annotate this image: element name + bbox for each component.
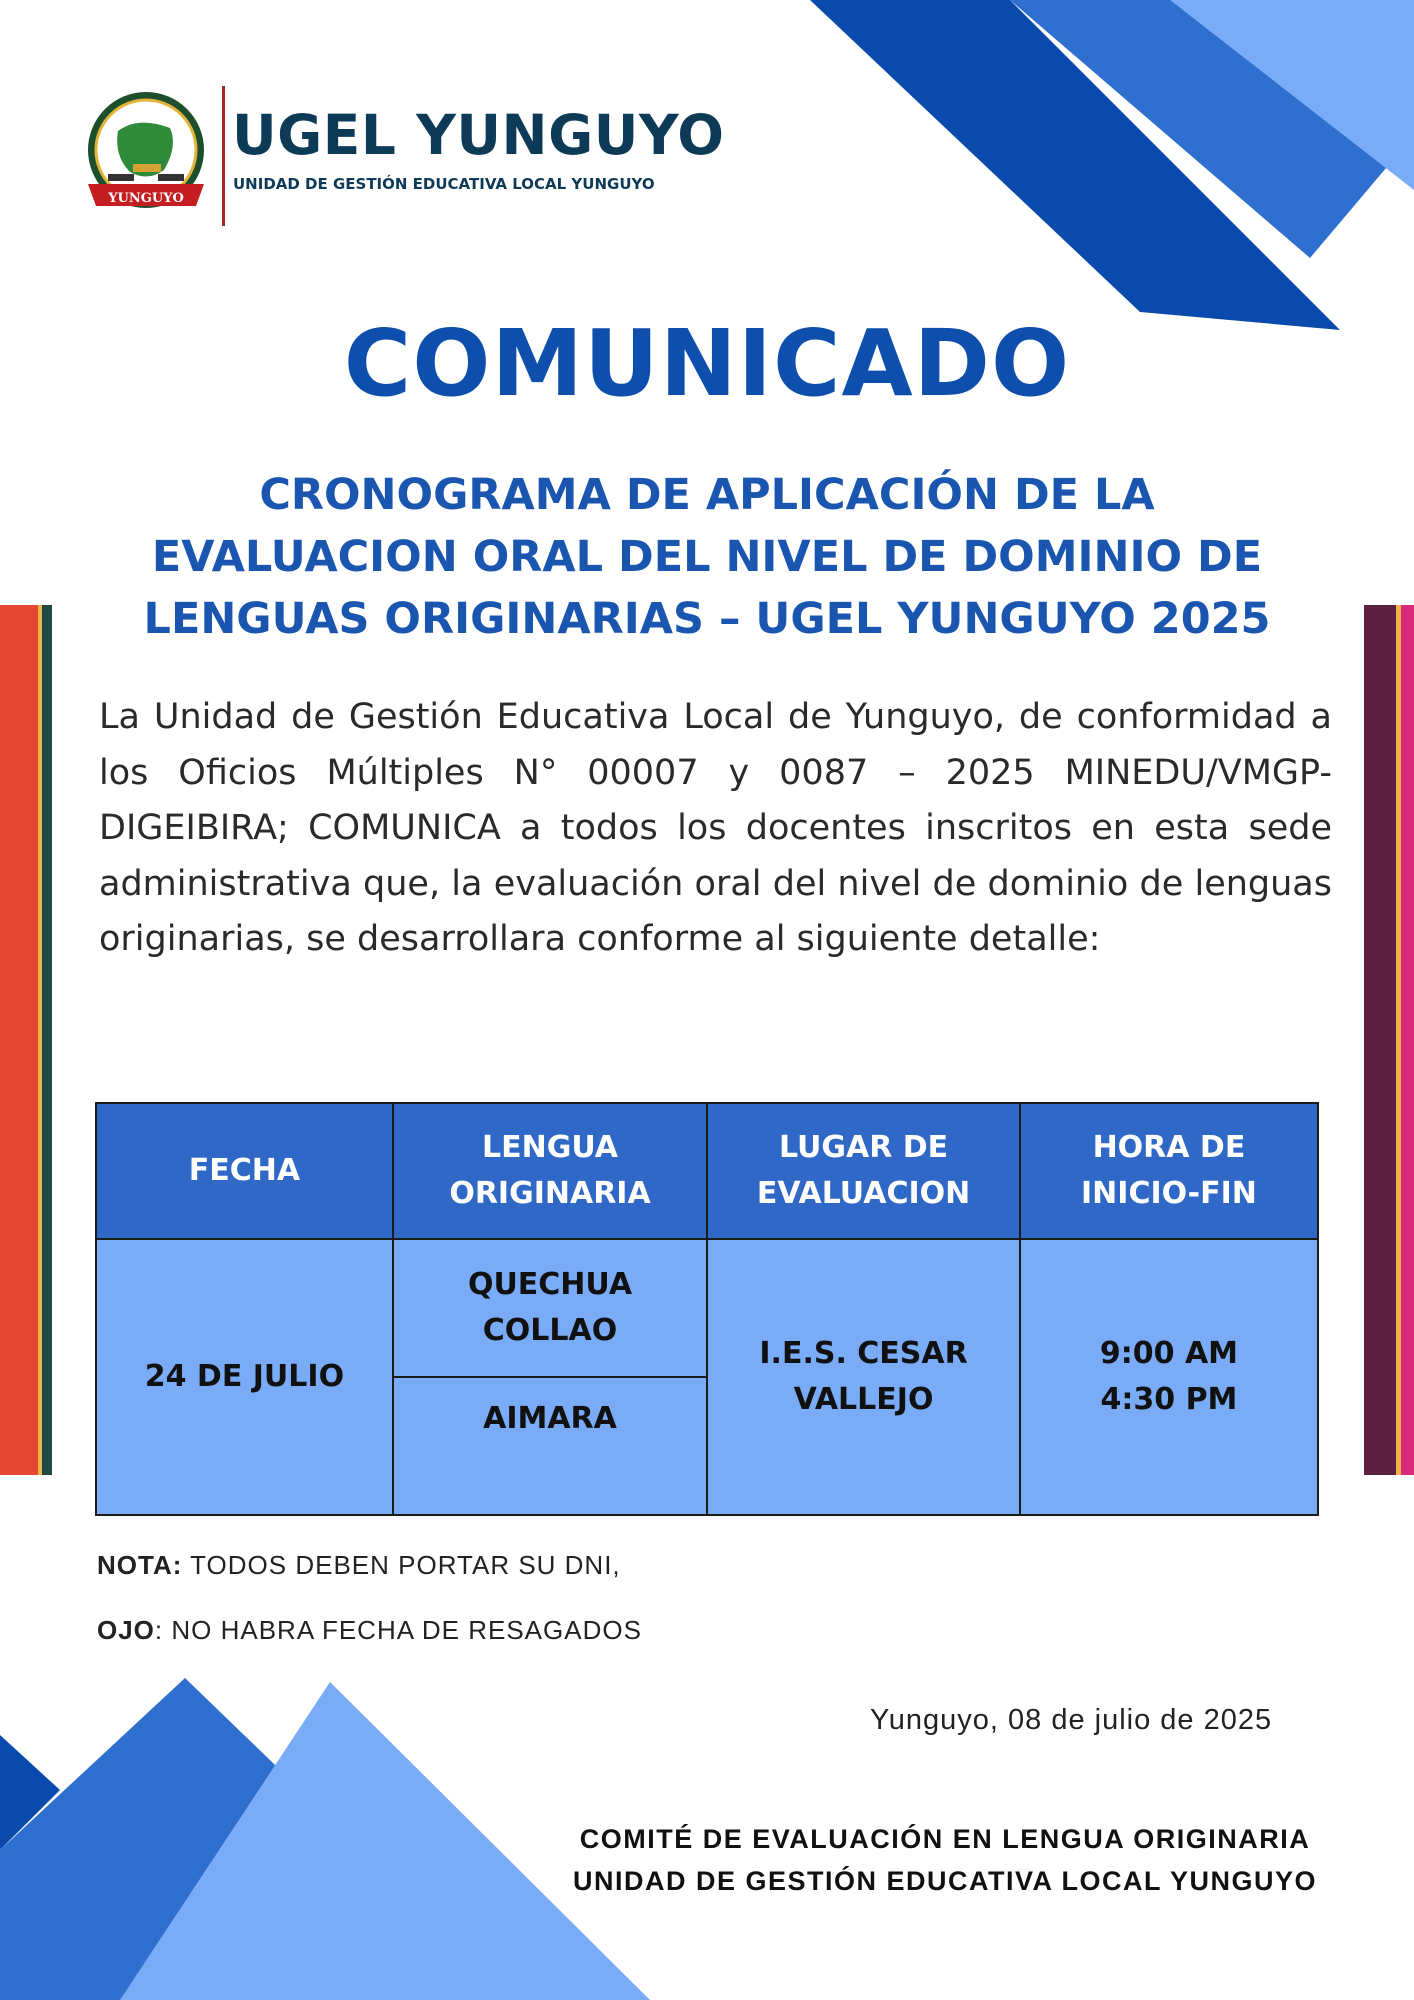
- cell-lugar: I.E.S. CESAR VALLEJO: [707, 1239, 1020, 1515]
- note-text: : NO HABRA FECHA DE RESAGADOS: [154, 1615, 642, 1645]
- left-stripe-red: [0, 605, 38, 1475]
- dateline: Yunguyo, 08 de julio de 2025: [870, 1704, 1273, 1736]
- cell-hora: [1020, 1239, 1318, 1515]
- ugel-seal-logo: [78, 86, 228, 226]
- header-lugar: LUGAR DE EVALUACION: [707, 1103, 1020, 1239]
- signature-block: [530, 1818, 1360, 1902]
- right-stripe-gold: [1396, 605, 1401, 1475]
- body-paragraph: La Unidad de Gestión Educativa Local de Yunguyo, de conformidad a los Oficios Múltiples N° 00007 y 0087 – 2025 MINEDU/VMGP-DIGEIBIRA; COMUNICA a todos los docentes inscritos en esta sede administrativa que, la evaluación oral del nivel de dominio de lenguas originarias, se desarrollara conforme al siguiente detalle:: [99, 697, 1332, 959]
- subtitle-line: CRONOGRAMA DE APLICACIÓN DE LA: [259, 470, 1155, 520]
- right-stripe-maroon: [1364, 605, 1396, 1475]
- subtitle-line: LENGUAS ORIGINARIAS – UGEL YUNGUYO 2025: [143, 594, 1271, 644]
- subtitle-line: EVALUACION ORAL DEL NIVEL DE DOMINIO DE: [151, 532, 1263, 582]
- signature-line: UNIDAD DE GESTIÓN EDUCATIVA LOCAL YUNGUYO: [572, 1866, 1318, 1896]
- note-resagados: [97, 1615, 642, 1646]
- table-row: [96, 1239, 1318, 1377]
- brand-subtitle: UNIDAD DE GESTIÓN EDUCATIVA LOCAL YUNGUYO: [233, 175, 655, 193]
- left-stripe-green: [42, 605, 52, 1475]
- cell-fecha: 24 DE JULIO: [96, 1239, 393, 1515]
- schedule-table: [95, 1102, 1319, 1516]
- header-hora: HORA DE INICIO-FIN: [1020, 1103, 1318, 1239]
- table-header-row: [96, 1103, 1318, 1239]
- header-lengua: LENGUA ORIGINARIA: [393, 1103, 707, 1239]
- seal-ribbon-text: YUNGUYO: [108, 191, 184, 206]
- right-stripe-pink: [1401, 605, 1414, 1475]
- note-label: NOTA:: [97, 1550, 183, 1580]
- hora-inicio: 9:00 AM: [1099, 1336, 1239, 1371]
- note-dni: [97, 1550, 621, 1581]
- document-subtitle: [90, 464, 1324, 650]
- signature-line: COMITÉ DE EVALUACIÓN EN LENGUA ORIGINARIA: [579, 1824, 1311, 1854]
- header-fecha: FECHA: [96, 1103, 393, 1239]
- note-label: OJO: [97, 1615, 155, 1645]
- logo-divider: [222, 86, 225, 226]
- page-title: COMUNICADO: [343, 310, 1071, 417]
- hora-fin: 4:30 PM: [1100, 1382, 1238, 1417]
- cell-lengua-aimara: AIMARA: [393, 1377, 707, 1515]
- note-text: TODOS DEBEN PORTAR SU DNI,: [182, 1550, 621, 1580]
- brand-name: UGEL YUNGUYO: [232, 103, 725, 167]
- cell-lengua-quechua: QUECHUA COLLAO: [393, 1239, 707, 1377]
- left-stripe-dotted: [38, 605, 42, 1475]
